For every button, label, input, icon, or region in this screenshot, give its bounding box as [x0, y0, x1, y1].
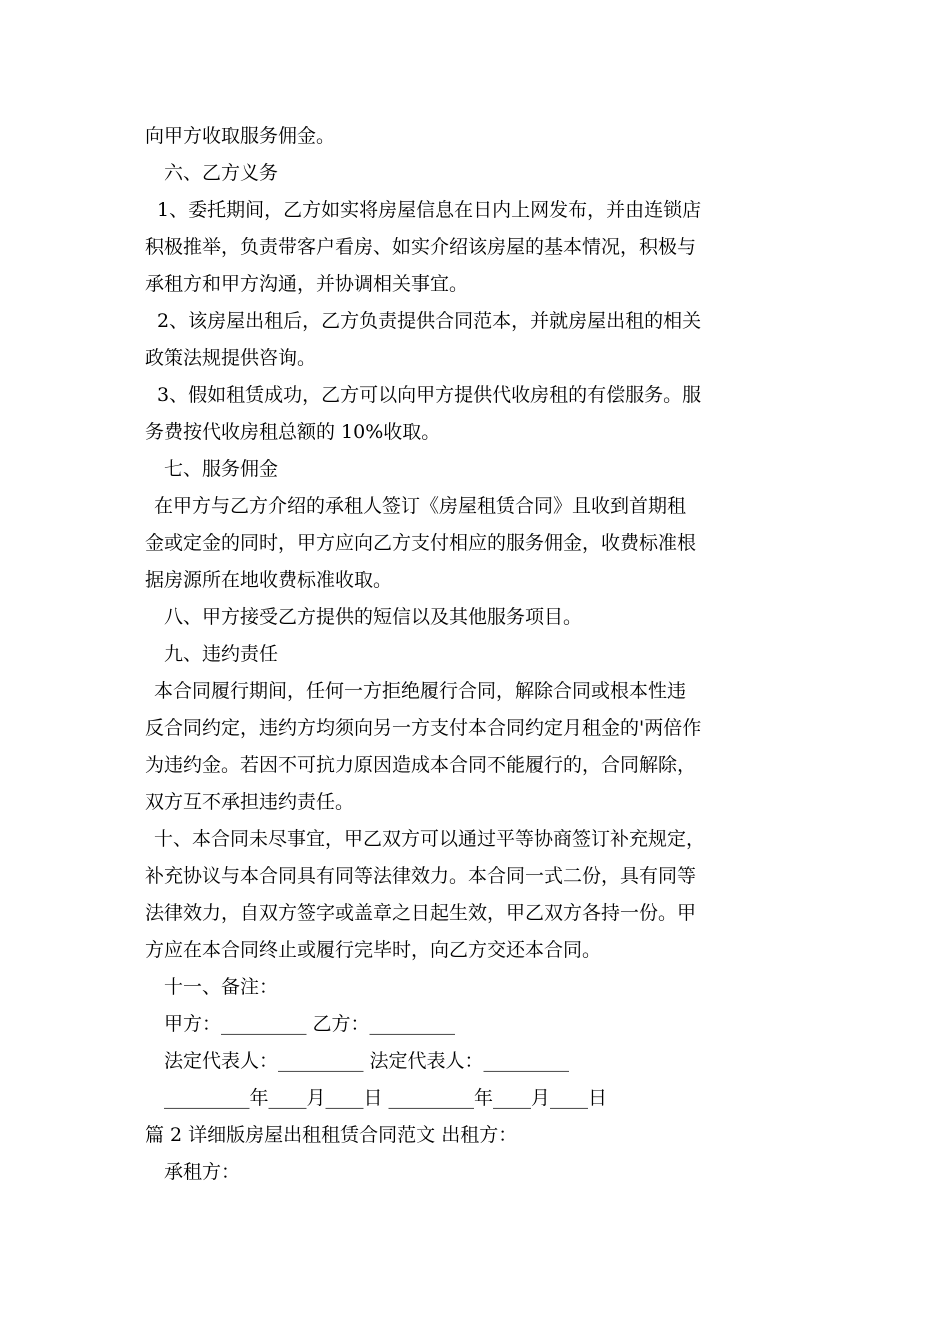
text-line: 金或定金的同时，甲方应向乙方支付相应的服务佣金，收费标准根 [145, 532, 697, 554]
text-line: 3、假如租赁成功，乙方可以向甲方提供代收房租的有偿服务。服 [157, 384, 702, 406]
text-line: 为违约金。若因不可抗力原因造成本合同不能履行的，合同解除， [145, 754, 697, 776]
legal-representative-line: 法定代表人：_________ 法定代表人：_________ [164, 1050, 570, 1072]
section-heading-9: 九、违约责任 [164, 643, 279, 665]
text-line: 向甲方收取服务佣金。 [145, 125, 336, 147]
text-line: 1、委托期间，乙方如实将房屋信息在日内上网发布，并由连锁店 [157, 199, 702, 221]
text-line: 务费按代收房租总额的 10%收取。 [145, 421, 441, 443]
next-document-title: 篇 2 详细版房屋出租租赁合同范文 出租方： [145, 1124, 518, 1146]
text-line: 2、该房屋出租后，乙方负责提供合同范本，并就房屋出租的相关 [157, 310, 702, 332]
section-heading-8: 八、甲方接受乙方提供的短信以及其他服务项目。 [164, 606, 583, 628]
text-line: 本合同履行期间，任何一方拒绝履行合同，解除合同或根本性违 [154, 680, 687, 702]
text-line: 反合同约定，违约方均须向另一方支付本合同约定月租金的'两倍作 [145, 717, 702, 739]
signature-parties-line: 甲方：_________ 乙方：_________ [164, 1013, 456, 1035]
section-heading-11: 十一、备注： [164, 976, 279, 998]
section-heading-6: 六、乙方义务 [164, 162, 279, 184]
text-line: 双方互不承担违约责任。 [145, 791, 355, 813]
lessee-line: 承租方： [164, 1161, 241, 1183]
text-line: 在甲方与乙方介绍的承租人签订《房屋租赁合同》且收到首期租 [154, 495, 687, 517]
text-line: 方应在本合同终止或履行完毕时，向乙方交还本合同。 [145, 939, 602, 961]
text-line: 积极推举，负责带客户看房、如实介绍该房屋的基本情况，积极与 [145, 236, 697, 258]
section-heading-10: 十、本合同未尽事宜，甲乙双方可以通过平等协商签订补充规定， [154, 828, 706, 850]
document-body [145, 118, 815, 1191]
section-heading-7: 七、服务佣金 [164, 458, 279, 480]
text-line: 补充协议与本合同具有同等法律效力。本合同一式二份，具有同等 [145, 865, 697, 887]
text-line: 政策法规提供咨询。 [145, 347, 317, 369]
text-line: 承租方和甲方沟通，并协调相关事宜。 [145, 273, 469, 295]
date-line: _________年____月____日 _________年____月____日 [164, 1087, 608, 1109]
text-line: 法律效力，自双方签字或盖章之日起生效，甲乙双方各持一份。甲 [145, 902, 697, 924]
text-line: 据房源所在地收费标准收取。 [145, 569, 393, 591]
